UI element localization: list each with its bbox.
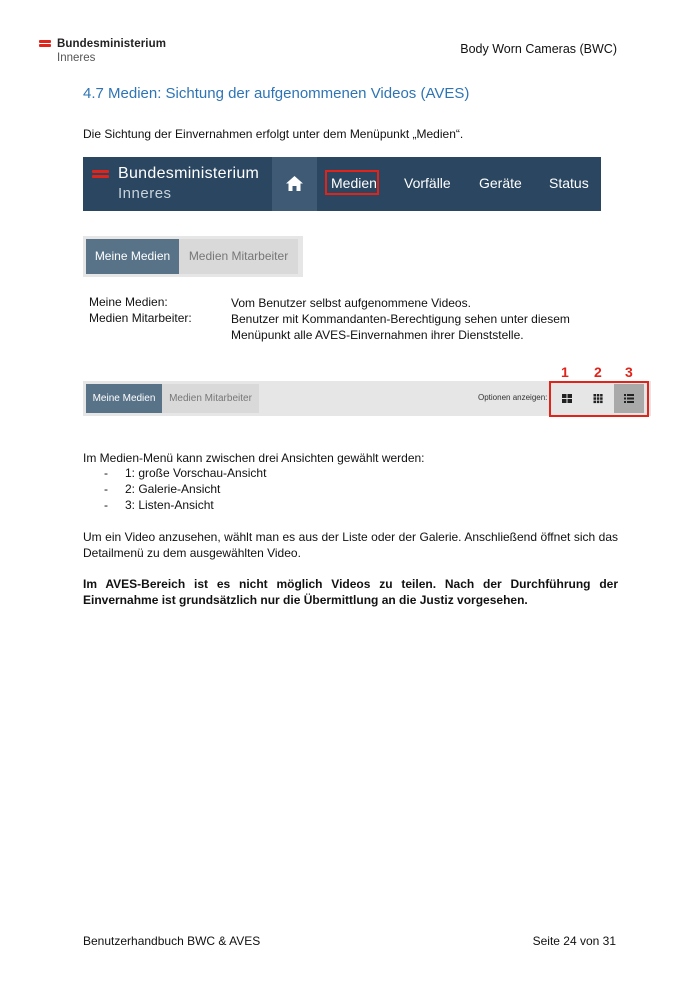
home-icon	[286, 176, 303, 191]
definition-description: Vom Benutzer selbst aufgenommene Videos.	[231, 296, 471, 310]
tabs-screenshot	[83, 236, 303, 277]
view-buttons-highlight-frame	[549, 381, 649, 417]
navbar-home-button[interactable]	[272, 157, 317, 211]
video-hint-paragraph: Um ein Video anzusehen, wählt man es aus der Liste oder der Galerie. Anschließend öffnet sich das Detailmenü zu dem ausgewählten Video.	[83, 530, 618, 560]
list-item: - 1: große Vorschau-Ansicht	[104, 465, 266, 481]
bmi-logo-flag-icon	[39, 40, 51, 48]
definition-description: Benutzer mit Kommandanten-Berechtigung sehen unter diesem Menüpunkt alle AVES-Einvernahmen ihrer Dienststelle.	[231, 312, 570, 342]
navbar-brand-line2: Inneres	[118, 185, 172, 202]
nav-item-status[interactable]: Status	[549, 175, 589, 191]
warning-paragraph: Im AVES-Bereich ist es nicht möglich Videos zu teilen. Nach der Durchführung der Einvernahme ist grundsätzlich nur die Übermittlung an die Justiz vorgesehen.	[83, 577, 618, 607]
view-number-label: 3	[625, 364, 633, 380]
list-item: - 2: Galerie-Ansicht	[104, 481, 266, 497]
list-item: - 3: Listen-Ansicht	[104, 497, 266, 513]
footer-page-number: Seite 24 von 31	[532, 934, 616, 948]
tab-medien-mitarbeiter[interactable]: Medien Mitarbeiter	[162, 384, 259, 413]
navbar-brand-line1: Bundesministerium	[118, 165, 260, 182]
options-label: Optionen anzeigen:	[478, 393, 548, 402]
views-intro: Im Medien-Menü kann zwischen drei Ansichten gewählt werden:	[83, 451, 425, 465]
navbar-logo-flag-icon	[92, 170, 109, 180]
nav-item-vorfaelle[interactable]: Vorfälle	[404, 175, 451, 191]
medien-highlight-frame	[325, 170, 379, 195]
tab-meine-medien[interactable]: Meine Medien	[86, 384, 162, 413]
definition-term: Meine Medien:	[89, 295, 168, 309]
view-number-label: 2	[594, 364, 602, 380]
section-title: 4.7 Medien: Sichtung der aufgenommenen Videos (AVES)	[83, 85, 470, 102]
nav-item-medien[interactable]: Medien	[331, 175, 377, 191]
tab-medien-mitarbeiter[interactable]: Medien Mitarbeiter	[179, 239, 298, 274]
navbar-screenshot	[83, 157, 601, 211]
tab-meine-medien[interactable]: Meine Medien	[86, 239, 179, 274]
views-list	[104, 465, 266, 513]
nav-item-geraete[interactable]: Geräte	[479, 175, 522, 191]
logo-text-line1: Bundesministerium	[57, 38, 167, 50]
definition-term: Medien Mitarbeiter:	[89, 311, 192, 325]
logo-text-line2: Inneres	[57, 52, 96, 64]
view-number-label: 1	[561, 364, 569, 380]
intro-paragraph: Die Sichtung der Einvernahmen erfolgt unter dem Menüpunkt „Medien“.	[83, 127, 464, 141]
document-header-title: Body Worn Cameras (BWC)	[460, 42, 617, 56]
footer-left: Benutzerhandbuch BWC & AVES	[83, 934, 261, 948]
